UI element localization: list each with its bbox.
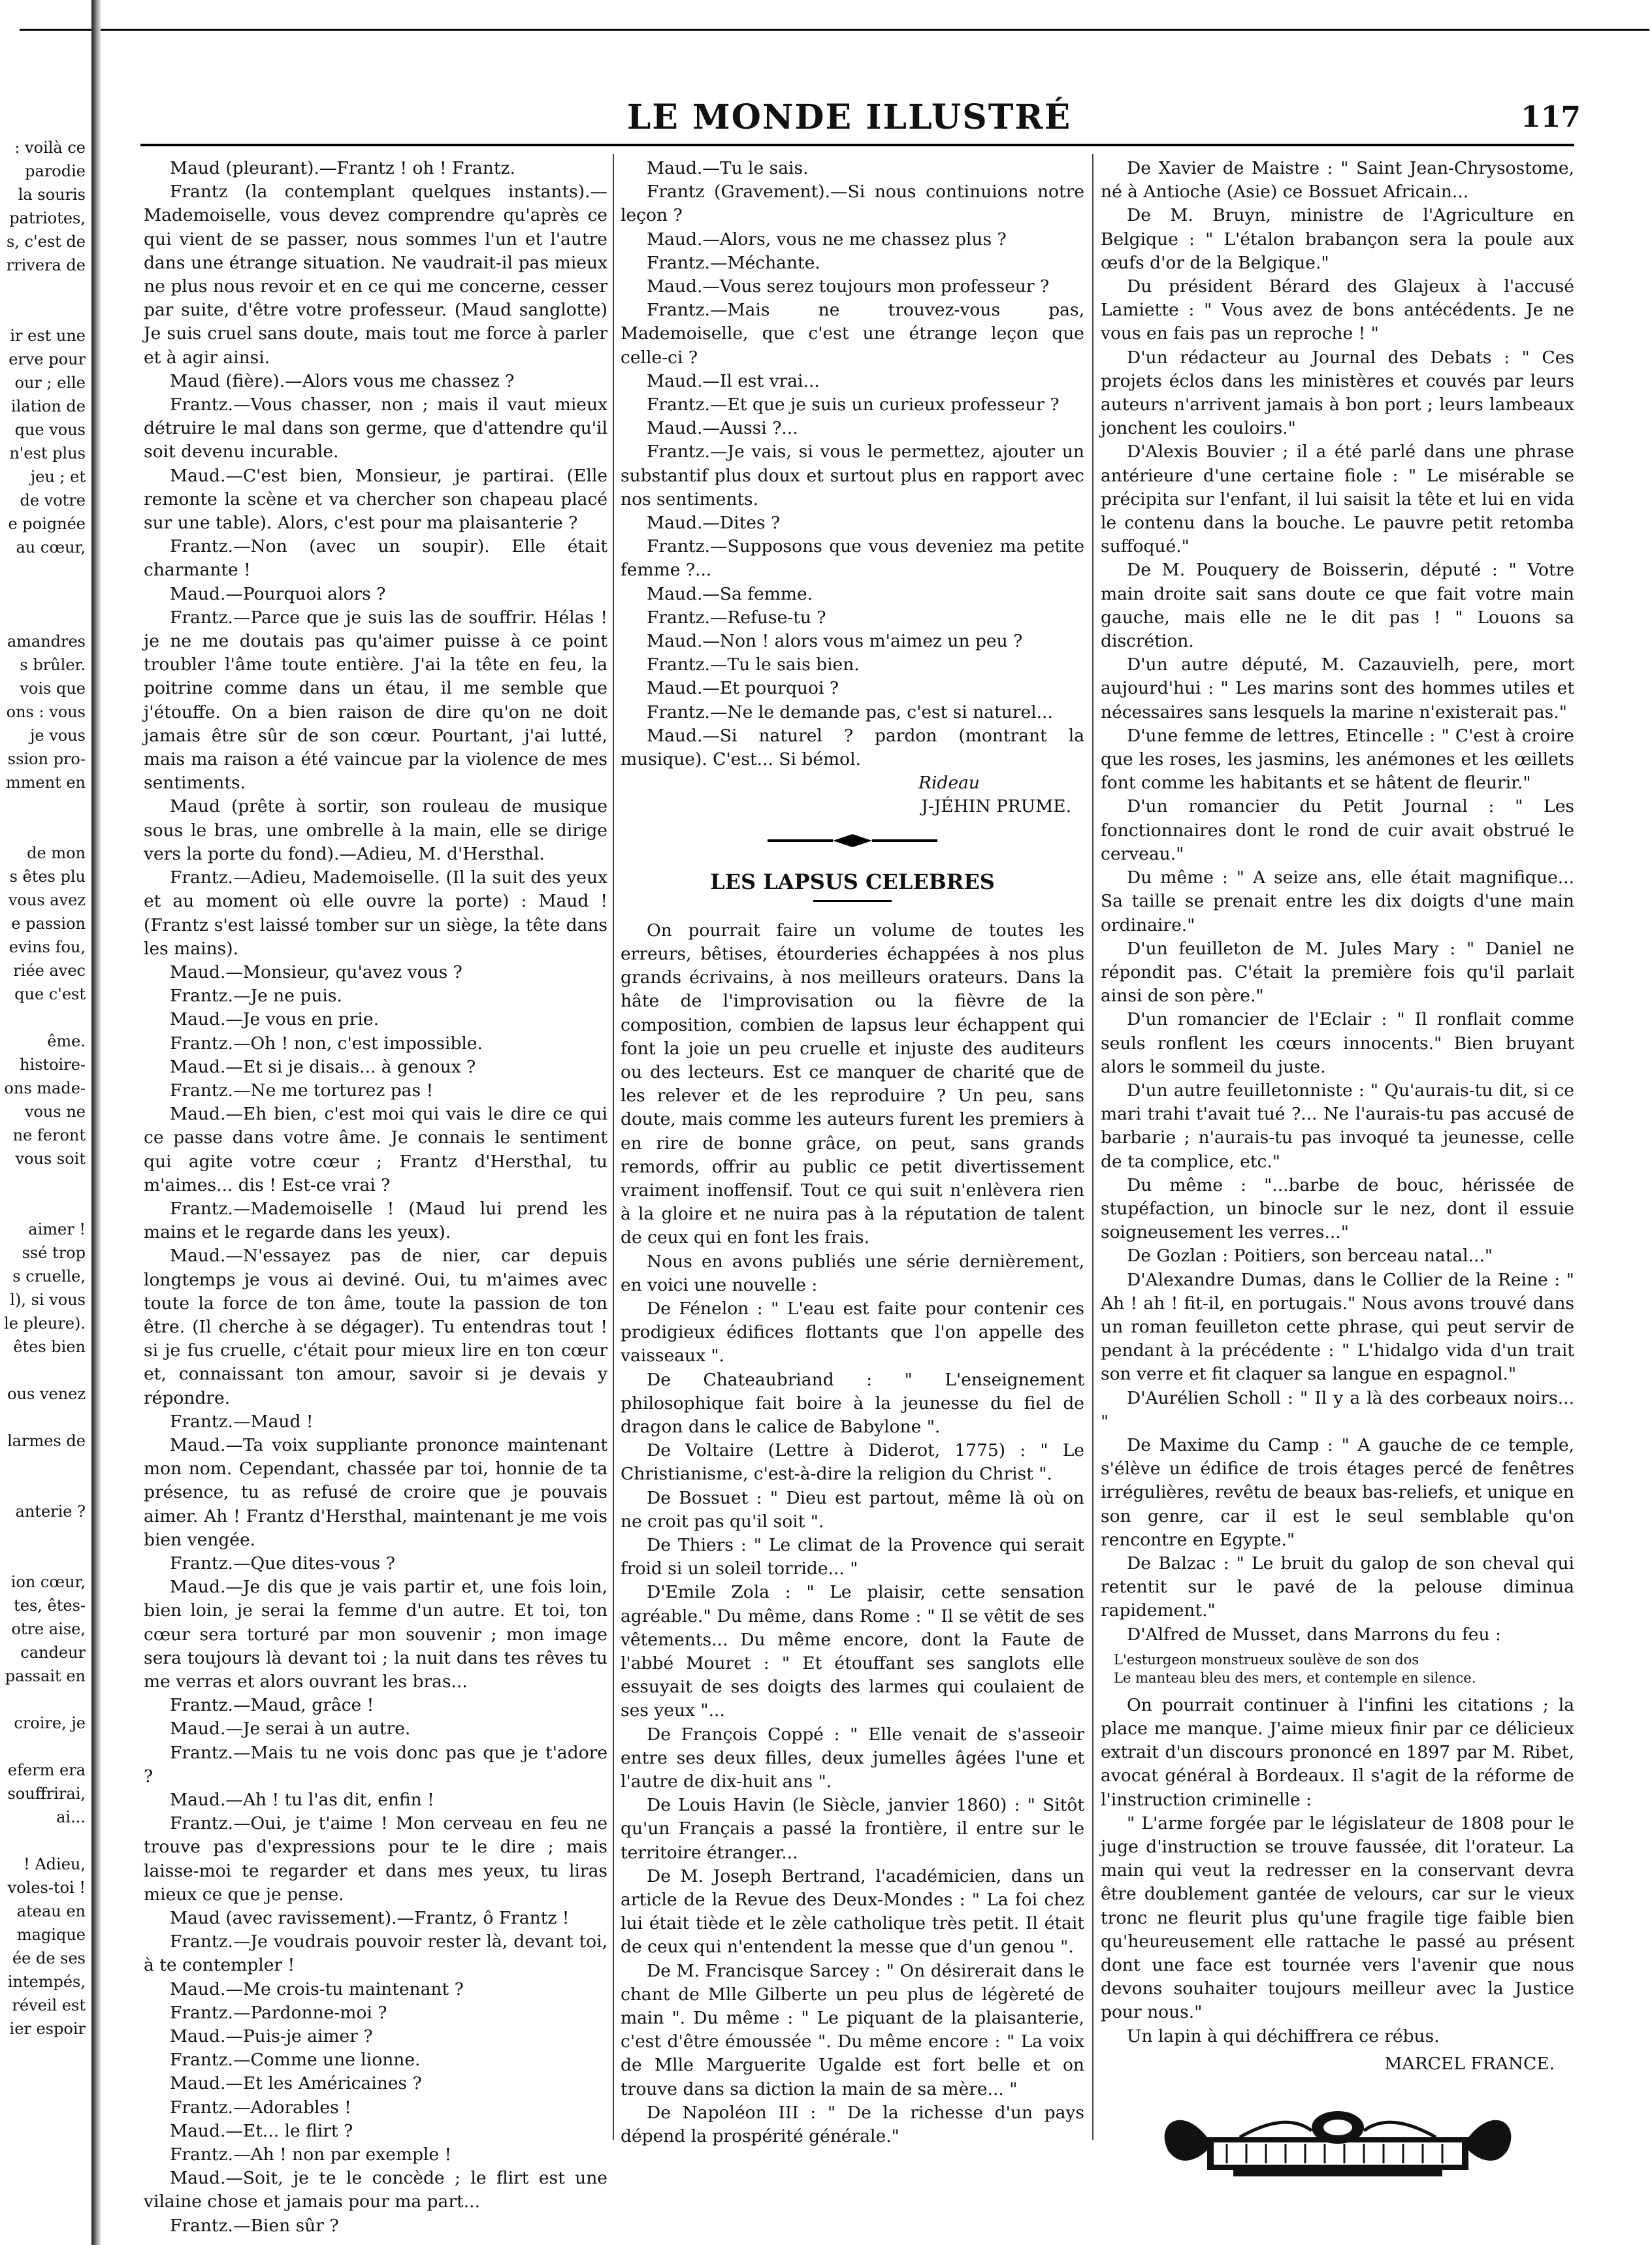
- dialogue-line: Maud.—Et pourquoi ?: [647, 678, 839, 699]
- fragment-line: voles-toi !: [7, 1879, 86, 1897]
- top-rule: [20, 29, 1649, 31]
- dialogue-line: Frantz.—Ah ! non par exemple !: [170, 2144, 452, 2165]
- article-paragraph: D'Alexandre Dumas, dans le Collier de la Reine : " Ah ! ah ! fit-il, en portugais." Nous avons trouvé dans un roman feuilleton cette phrase, qui peut servir de pendant à la précédente : " L'hidalgo vida d'un trait son verre et fit claquer sa langue en espagnol.": [1101, 1269, 1574, 1385]
- dialogue-line: Maud (prête à sortir, son rouleau de musique sous le bras, une ombrelle à la main, elle se dirige vers la porte du fond).—Adieu, M. d'Hersthal.: [144, 796, 607, 864]
- fragment-line: ier espoir: [9, 2020, 86, 2038]
- fragment-line: au cœur,: [16, 538, 86, 557]
- fragment-line: magique: [16, 1926, 86, 1944]
- dialogue-line: Maud.—Sa femme.: [647, 583, 813, 604]
- fragment-line: je vous: [29, 726, 86, 745]
- fragment-line: ai...: [56, 1808, 86, 1826]
- fragment-line: vous ne: [24, 1103, 86, 1121]
- dialogue-line: Maud.—Ta voix suppliante prononce maintenant mon nom. Cependant, chassée par toi, honnie de ta présence, tu as refusé de croire que je pouvais aimer. Ah ! Frantz d'Hersthal, maintenant je me vois bien vengée.: [144, 1434, 607, 1550]
- dialogue-line: Maud.—Ah ! tu l'as dit, enfin !: [170, 1790, 434, 1811]
- dialogue-line: Frantz.—Comme une lionne.: [170, 2050, 421, 2071]
- article-paragraph: De Chateaubriand : " L'enseignement philosophique fait boire à la jeunesse du fiel de dragon dans le calice de Babylone ".: [621, 1369, 1084, 1437]
- fragment-line: l), si vous: [10, 1291, 86, 1309]
- dialogue-line: Frantz.—Non (avec un soupir). Elle était charmante !: [144, 536, 607, 581]
- dialogue-line: Maud.—Il est vrai...: [647, 370, 820, 391]
- page-fold-shadow: [91, 0, 101, 2245]
- article-paragraph: D'une femme de lettres, Etincelle : " C'est à croire que les roses, les jasmins, les anémones et les œillets font comme les habitants et se hâtent de fleurir.": [1101, 725, 1574, 794]
- article-paragraph: De Gozlan : Poitiers, son berceau natal...": [1127, 1246, 1493, 1267]
- fragment-line: vous soit: [15, 1150, 86, 1168]
- column-divider: [1092, 154, 1093, 2140]
- fragment-line: s brûler.: [20, 656, 86, 674]
- column-divider: [613, 154, 614, 2140]
- dialogue-line: Maud.—Vous serez toujours mon professeur ?: [647, 276, 1050, 297]
- dialogue-line: Frantz.—Oui, je t'aime ! Mon cerveau en feu ne trouve pas d'expressions pour te le dire ; mais laisse-moi te regarder et dans mes yeux, tu liras mieux ce que je pense.: [144, 1813, 607, 1905]
- dialogue-line: Maud.—Et les Américaines ?: [170, 2073, 422, 2094]
- dialogue-line: Maud.—Non ! alors vous m'aimez un peu ?: [647, 631, 1023, 652]
- article-paragraph: Du même : " A seize ans, elle était magnifique... Sa taille se prenait entre les dix doigts d'une main ordinaire.": [1101, 867, 1574, 935]
- dialogue-line: Maud (pleurant).—Frantz ! oh ! Frantz.: [170, 158, 515, 178]
- article-paragraph: D'Alfred de Musset, dans Marrons du feu :: [1127, 1624, 1501, 1645]
- article-paragraph: D'un romancier du Petit Journal : " Les fonctionnaires dont le rond de cuir avait obstrué le cerveau.": [1101, 796, 1574, 864]
- fragment-line: n'est plus: [9, 444, 86, 462]
- fragment-line: vous avez: [8, 891, 86, 909]
- fragment-line: ême.: [47, 1032, 86, 1050]
- fragment-line: our ; elle: [14, 374, 86, 392]
- article-paragraph: D'un autre député, M. Cazauvielh, pere, mort aujourd'hui : " Les marins sont des hommes utiles et nécessaires sans lesquels la marine n'existerait pas.": [1101, 654, 1574, 722]
- fragment-line: ssion pro-: [7, 750, 86, 768]
- dialogue-line: Frantz.—Refuse-tu ?: [647, 607, 826, 628]
- fragment-line: e poignée: [8, 515, 86, 533]
- article-paragraph: D'un autre feuilletonniste : " Qu'aurais-tu dit, si ce mari trahi t'avait tué ?... Ne l'aurais-tu pas accusé de barbarie ; n'aurais-tu pas invoqué ta jeunesse, celle de ta complice, etc.": [1101, 1080, 1574, 1172]
- article-paragraph: D'Emile Zola : " Le plaisir, cette sensation agréable." Du même, dans Rome : " Il se vêtit de ses vêtements... Du même encore, dont la Faute de l'abbé Mouret : " Et étouffant ses sanglots elle essuyait de ses doigts des larmes qui coulaient de ses yeux "...: [621, 1582, 1084, 1721]
- dialogue-line: Frantz.—Mais tu ne vois donc pas que je t'adore ?: [144, 1742, 607, 1786]
- dialogue-line: Frantz (la contemplant quelques instants).—Mademoiselle, vous devez comprendre qu'après ce qui vient de se passer, nous sommes l'un et l'autre dans une étrange situation. Ne vaudrait-il pas mieux ne plus nous revoir et en ce qui me concerne, cesser par suite, d'être votre professeur. (Maud sanglotte) Je suis cruel sans doute, mais tout me force à parler et à agir ainsi.: [144, 182, 607, 368]
- fragment-line: otre aise,: [11, 1620, 86, 1638]
- article-paragraph: D'un feuilleton de M. Jules Mary : " Daniel ne répondit pas. C'était la première fois qu'il parlait ainsi de son père.": [1101, 938, 1574, 1007]
- dialogue-line: Frantz.—Pardonne-moi ?: [170, 2002, 387, 2023]
- dialogue-line: Frantz.—Je vais, si vous le permettez, ajouter un substantif plus doux et surtout plus en rapport avec nos sentiments.: [621, 442, 1084, 509]
- dialogue-line: Maud.—Eh bien, c'est moi qui vais le dire ce qui ce passe dans votre âme. Je connais le sentiment qui agite votre cœur ; Frantz d'Hersthal, tu m'aimes... dis ! Est-ce vrai ?: [144, 1104, 607, 1195]
- journal-title: LE MONDE ILLUSTRÉ: [626, 97, 1072, 137]
- dialogue-line: Frantz.—Que dites-vous ?: [170, 1553, 395, 1574]
- article-paragraph: Nous en avons publiés une série dernièrement, en voici une nouvelle :: [621, 1251, 1084, 1295]
- article-paragraph: De M. Francisque Sarcey : " On désirerait dans le chant de Mlle Gilberte un peu plus de légèreté de main ". Du même : " Le piquant de la plaisanterie, c'est d'être émoussée ". Du même encore : " La voix de Mlle Marguerite Ugalde est fort belle et on trouve dans sa diction la main de sa mère... ": [621, 1960, 1084, 2099]
- dialogue-line: Maud.—Si naturel ? pardon (montrant la musique). C'est... Si bémol.: [621, 725, 1084, 770]
- dialogue-line: Maud.—N'essayez pas de nier, car depuis longtemps je vous ai deviné. Oui, tu m'aimes avec toute la force de ton âme, toute la passion de ton être. (Il cherche à se dégager). Tu entendras tout ! si je fus cruelle, c'était pour mieux lire en ton cœur et, connaissant ton amour, savoir si je devais y répondre.: [144, 1246, 607, 1408]
- article-paragraph: D'Aurélien Scholl : " Il y a là des corbeaux noirs... ": [1101, 1387, 1574, 1432]
- fragment-line: ons : vous: [6, 703, 86, 721]
- dialogue-line: Frantz.—Ne me torturez pas !: [170, 1080, 434, 1101]
- article-paragraph: De M. Bruyn, ministre de l'Agriculture en Belgique : " L'étalon brabançon sera la poule aux œufs d'or de la Belgique.": [1101, 205, 1574, 273]
- dialogue-line: Frantz.—Méchante.: [647, 252, 820, 273]
- fragment-line: ée de ses: [12, 1949, 86, 1967]
- section-title: LES LAPSUS CELEBRES: [710, 869, 995, 894]
- dialogue-line: Frantz.—Bien sûr ?: [170, 2215, 339, 2236]
- column-3: [1101, 157, 1574, 2189]
- dialogue-line: Maud.—Et... le flirt ?: [170, 2120, 353, 2141]
- article-paragraph: De Thiers : " Le climat de la Provence qui serait froid si un soleil torride... ": [621, 1534, 1084, 1579]
- title-underline: [813, 900, 892, 902]
- fragment-line: larmes de: [7, 1432, 86, 1450]
- dialogue-line: Maud.—Je dis que je vais partir et, une fois loin, bien loin, je serai la femme d'un autre. Et toi, ton cœur sera torturé par mon souvenir ; mon image sera toujours là devant toi ; la nuit dans tes rêves tu me verras et alors ouvrant les bras...: [144, 1577, 607, 1692]
- fragment-line: patriotes,: [9, 209, 86, 227]
- article-paragraph: De Louis Havin (le Siècle, janvier 1860) : " Sitôt qu'un Français a passé la frontière, il entre sur le territoire étranger...: [621, 1795, 1084, 1863]
- fragment-line: histoire-: [19, 1056, 86, 1074]
- fragment-line: riée avec: [13, 961, 86, 980]
- article-paragraph: On pourrait continuer à l'infini les citations ; la place me manque. J'aime mieux finir par ce délicieux extrait d'un discours prononcé en 1897 par M. Ribet, avocat général à Bordeaux. Il s'agit de la réforme de l'instruction criminelle :: [1101, 1694, 1574, 1810]
- tailpiece-ornament: [1142, 2092, 1534, 2189]
- fragment-line: : voilà ce: [14, 138, 86, 157]
- fragment-line: tes, êtes-: [14, 1596, 86, 1615]
- dialogue-line: Frantz.—Mademoiselle ! (Maud lui prend les mains et le regarde dans les yeux).: [144, 1198, 607, 1243]
- article-paragraph: De Balzac : " Le bruit du galop de son cheval qui retentit sur le pavé de la pelouse diminua rapidement.": [1101, 1553, 1574, 1621]
- dialogue-line: Maud.—Puis-je aimer ?: [170, 2026, 373, 2047]
- fragment-line: s cruelle,: [12, 1267, 86, 1285]
- dialogue-line: Maud.—Aussi ?...: [647, 418, 798, 439]
- dialogue-line: Frantz.—Adieu, Mademoiselle. (Il la suit des yeux et au moment où elle ouvre la porte) : Maud ! (Frantz s'est laissé tomber sur un siège, la tête dans les mains).: [144, 867, 607, 959]
- dialogue-line: Frantz.—Adorables !: [170, 2097, 351, 2118]
- fragment-line: ssé trop: [22, 1244, 86, 1262]
- fragment-line: jeu ; et: [30, 468, 86, 486]
- dialogue-line: Frantz.—Je ne puis.: [170, 986, 342, 1007]
- article-paragraph: De Xavier de Maistre : " Saint Jean-Chrysostome, né à Antioche (Asie) ce Bossuet Africain...: [1101, 158, 1574, 202]
- column-2: [621, 157, 1084, 2148]
- dialogue-line: Maud (avec ravissement).—Frantz, ô Frantz !: [170, 1908, 570, 1929]
- dialogue-line: Frantz.—Mais ne trouvez-vous pas, Mademoiselle, que c'est une étrange leçon que celle-ci ?: [621, 300, 1084, 368]
- fragment-line: ir est une: [10, 327, 86, 345]
- dialogue-line: Frantz.—Ne le demande pas, c'est si naturel...: [647, 702, 1053, 722]
- dialogue-line: Frantz.—Oh ! non, c'est impossible.: [170, 1033, 483, 1054]
- author-signature: MARCEL FRANCE.: [1384, 2053, 1555, 2074]
- fragment-line: ous venez: [7, 1385, 86, 1403]
- fragment-line: que c'est: [14, 985, 86, 1003]
- article-paragraph: De Bossuet : " Dieu est partout, même là où on ne croit pas qu'il soit ".: [621, 1487, 1084, 1532]
- fragment-line: souffrirai,: [7, 1785, 86, 1803]
- fragment-line: aimer !: [28, 1220, 86, 1238]
- fragment-line: croire, je: [14, 1714, 86, 1732]
- verse-line: L'esturgeon monstrueux soulève de son dos: [1114, 1651, 1419, 1668]
- ornament-divider: [754, 831, 950, 850]
- fragment-line: s êtes plu: [9, 867, 86, 886]
- dialogue-line: Maud.—Je serai à un autre.: [170, 1719, 411, 1739]
- fragment-line: ilation de: [10, 397, 86, 415]
- dialogue-line: Frantz.—Maud, grâce !: [170, 1695, 374, 1716]
- article-paragraph: D'un rédacteur au Journal des Debats : " Ces projets éclos dans les ministères et couvés par leurs auteurs n'arrivent jamais à bon port ; leurs lambeaux jonchent les couloirs.": [1101, 347, 1574, 439]
- article-paragraph: Du même : "...barbe de bouc, hérissée de stupéfaction, un binocle sur le nez, dont il essuie soigneusement les verres...": [1101, 1174, 1574, 1243]
- fragment-line: de mon: [27, 844, 86, 862]
- adjacent-page-fragment: [0, 137, 88, 2129]
- column-1: [144, 157, 607, 2238]
- dialogue-line: Maud.—Alors, vous ne me chassez plus ?: [647, 229, 1007, 250]
- fragment-line: ne feront: [12, 1126, 86, 1144]
- dialogue-line: Maud.—Et si je disais... à genoux ?: [170, 1056, 476, 1077]
- fragment-line: ion cœur,: [10, 1573, 86, 1591]
- fragment-line: candeur: [20, 1643, 86, 1662]
- article-paragraph: De Napoléon III : " De la richesse d'un pays dépend la prospérité générale.": [621, 2102, 1084, 2147]
- article-paragraph: Du président Bérard des Glajeux à l'accusé Lamiette : " Vous avez de bons antécédents. Je ne vous en fais pas un reproche ! ": [1101, 276, 1574, 344]
- article-paragraph: D'un romancier de l'Eclair : " Il ronflait comme seuls ronflent les cœurs innocents." Bien bruyant alors le sommeil du juste.: [1101, 1009, 1574, 1077]
- dialogue-line: Frantz (Gravement).—Si nous continuions notre leçon ?: [621, 182, 1084, 226]
- fragment-line: s, c'est de: [7, 233, 86, 251]
- fragment-line: ons made-: [4, 1079, 86, 1097]
- article-paragraph: Un lapin à qui déchiffrera ce rébus.: [1127, 2026, 1440, 2046]
- rideau: Rideau: [918, 773, 980, 794]
- dialogue-line: Maud (fière).—Alors vous me chassez ?: [170, 370, 515, 391]
- dialogue-line: Frantz.—Maud !: [170, 1411, 314, 1432]
- dialogue-line: Frantz.—Parce que je suis las de souffrir. Hélas ! je ne me doutais pas qu'aimer puisse à ce point troubler l'âme toute entière. J'ai la tête en feu, la poitrine comme dans un étau, il me semble que j'étouffe. On a bien raison de dire qu'on ne doit jamais être sûr de son cœur. Pourtant, j'ai lutté, mais ma raison a été vaincue par la violence de mes sentiments.: [144, 607, 607, 794]
- dialogue-line: Frantz.—Vous chasser, non ; mais il vaut mieux détruire le mal dans son germe, que d'attendre qu'il soit devenu incurable.: [144, 395, 607, 462]
- fragment-line: erve pour: [8, 350, 86, 368]
- fragment-line: êtes bien: [13, 1338, 86, 1356]
- fragment-line: rrivera de: [6, 256, 86, 274]
- dialogue-line: Maud.—C'est bien, Monsieur, je partirai. (Elle remonte la scène et va chercher son chapeau placé sur une table). Alors, c'est pour ma plaisanterie ?: [144, 465, 607, 534]
- fragment-line: amandres: [7, 632, 86, 651]
- article-paragraph: " L'arme forgée par le législateur de 1808 pour le juge d'instruction se trouve faussée, dit l'orateur. La main qui veut la redresser en la conservant devra être doublement gantée de velours, car sur le vieux tronc ne fleurit plus qu'une fragile tige faible bien qu'heureusement elle rattache le passé au présent dont une face est tournée vers l'avenir que nous devons souhaiter toujours meilleur avec la Justice pour nous.": [1101, 1813, 1574, 2023]
- fragment-line: de votre: [20, 491, 86, 509]
- dialogue-line: Maud.—Me crois-tu maintenant ?: [170, 1979, 464, 1999]
- dialogue-line: Maud.—Je vous en prie.: [170, 1009, 380, 1030]
- fragment-line: evins fou,: [8, 938, 86, 956]
- verse-line: Le manteau bleu des mers, et contemple en silence.: [1114, 1670, 1476, 1686]
- article-paragraph: De M. Joseph Bertrand, l'académicien, dans un article de la Revue des Deux-Mondes : " La foi chez lui était tiède et le zèle catholique très petit. Il était de ceux qui n'entendent la messe que d'un genou ".: [621, 1865, 1084, 1958]
- fragment-line: réveil est: [12, 1996, 86, 2014]
- header-rule: [140, 144, 1574, 146]
- dialogue-line: Frantz.—Et que je suis un curieux professeur ?: [647, 395, 1060, 415]
- fragment-line: eferm era: [7, 1761, 86, 1779]
- dialogue-line: Frantz.—Supposons que vous deveniez ma petite femme ?...: [621, 536, 1084, 581]
- article-paragraph: De Voltaire (Lettre à Diderot, 1775) : " Le Christianisme, c'est-à-dire la religion du Christ ".: [621, 1440, 1084, 1485]
- verse-quote: [1114, 1651, 1574, 1687]
- fragment-line: passait en: [5, 1667, 86, 1685]
- article-paragraph: De M. Pouquery de Boisserin, député : " Votre main droite sait sans doute ce que fait votre main gauche, mais elle ne le dit pas ! " Louons sa discrétion.: [1101, 560, 1574, 652]
- dialogue-line: Frantz.—Tu le sais bien.: [647, 654, 860, 675]
- fragment-line: anterie ?: [15, 1502, 86, 1521]
- article-paragraph: D'Alexis Bouvier ; il a été parlé dans une phrase antérieure d'une certaine fiole : " Le misérable se précipita sur l'enfant, il lui saisit la tête et lui en vida le contenu dans la bouche. Le pauvre petit retomba suffoqué.": [1101, 442, 1574, 557]
- fragment-line: que vous: [14, 421, 86, 439]
- fragment-line: parodie: [25, 162, 86, 180]
- article-paragraph: On pourrait faire un volume de toutes les erreurs, bêtises, étourderies échappées à nos plus grands écrivains, à nos meilleurs orateurs. Dans la hâte de l'improvisation ou la fièvre de la composition, combien de lapsus leur échappent qui font la joie un peu cruelle et injuste des auditeurs ou des lecteurs. Est ce manquer de charité que de les relever et de les reproduire ? Un peu, sans doute, mais comme les auteurs furent les premiers à en rire de bonne grâce, on peut, sans grands remords, offrir au public ce petit divertissement vraiment inoffensif. Tout ce qui suit n'enlèvera rien à la gloire et ne nuira pas à la réputation de talent de ceux qui en font les frais.: [621, 920, 1084, 1248]
- fragment-line: la souris: [18, 186, 86, 204]
- fragment-line: intempés,: [7, 1973, 86, 1991]
- fragment-line: ! Adieu,: [24, 1855, 86, 1873]
- article-paragraph: De Maxime du Camp : " A gauche de ce temple, s'élève un édifice de trois étages percé de fenêtres irrégulières, revêtu de beaux bas-reliefs, et unique en son genre, car il est le seul semblable qu'on rencontre en Egypte.": [1101, 1434, 1574, 1550]
- dialogue-line: Maud.—Soit, je te le concède ; le flirt est une vilaine chose et jamais pour ma part...: [144, 2168, 607, 2212]
- dialogue-line: Maud.—Pourquoi alors ?: [170, 583, 386, 604]
- fragment-line: vois que: [20, 679, 86, 698]
- fragment-line: e passion: [11, 914, 86, 933]
- article-paragraph: De François Coppé : " Elle venait de s'asseoir entre ses deux filles, deux jumelles âgées l'une et l'autre de dix-huit ans ".: [621, 1724, 1084, 1792]
- page-number: 117: [1521, 101, 1581, 134]
- author-signature: J-JÉHIN PRUME.: [921, 796, 1071, 817]
- fragment-line: mment en: [5, 773, 86, 792]
- dialogue-line: Maud.—Monsieur, qu'avez vous ?: [170, 961, 462, 982]
- dialogue-line: Frantz.—Je voudrais pouvoir rester là, devant toi, à te contempler !: [144, 1931, 607, 1976]
- fragment-line: ateau en: [16, 1902, 86, 1920]
- article-paragraph: De Fénelon : " L'eau est faite pour contenir ces prodigieux édifices flottants que l'on appelle des vaisseaux ".: [621, 1298, 1084, 1366]
- dialogue-line: Maud.—Tu le sais.: [647, 158, 809, 178]
- dialogue-line: Maud.—Dites ?: [647, 513, 781, 534]
- fragment-line: le pleure).: [4, 1314, 86, 1332]
